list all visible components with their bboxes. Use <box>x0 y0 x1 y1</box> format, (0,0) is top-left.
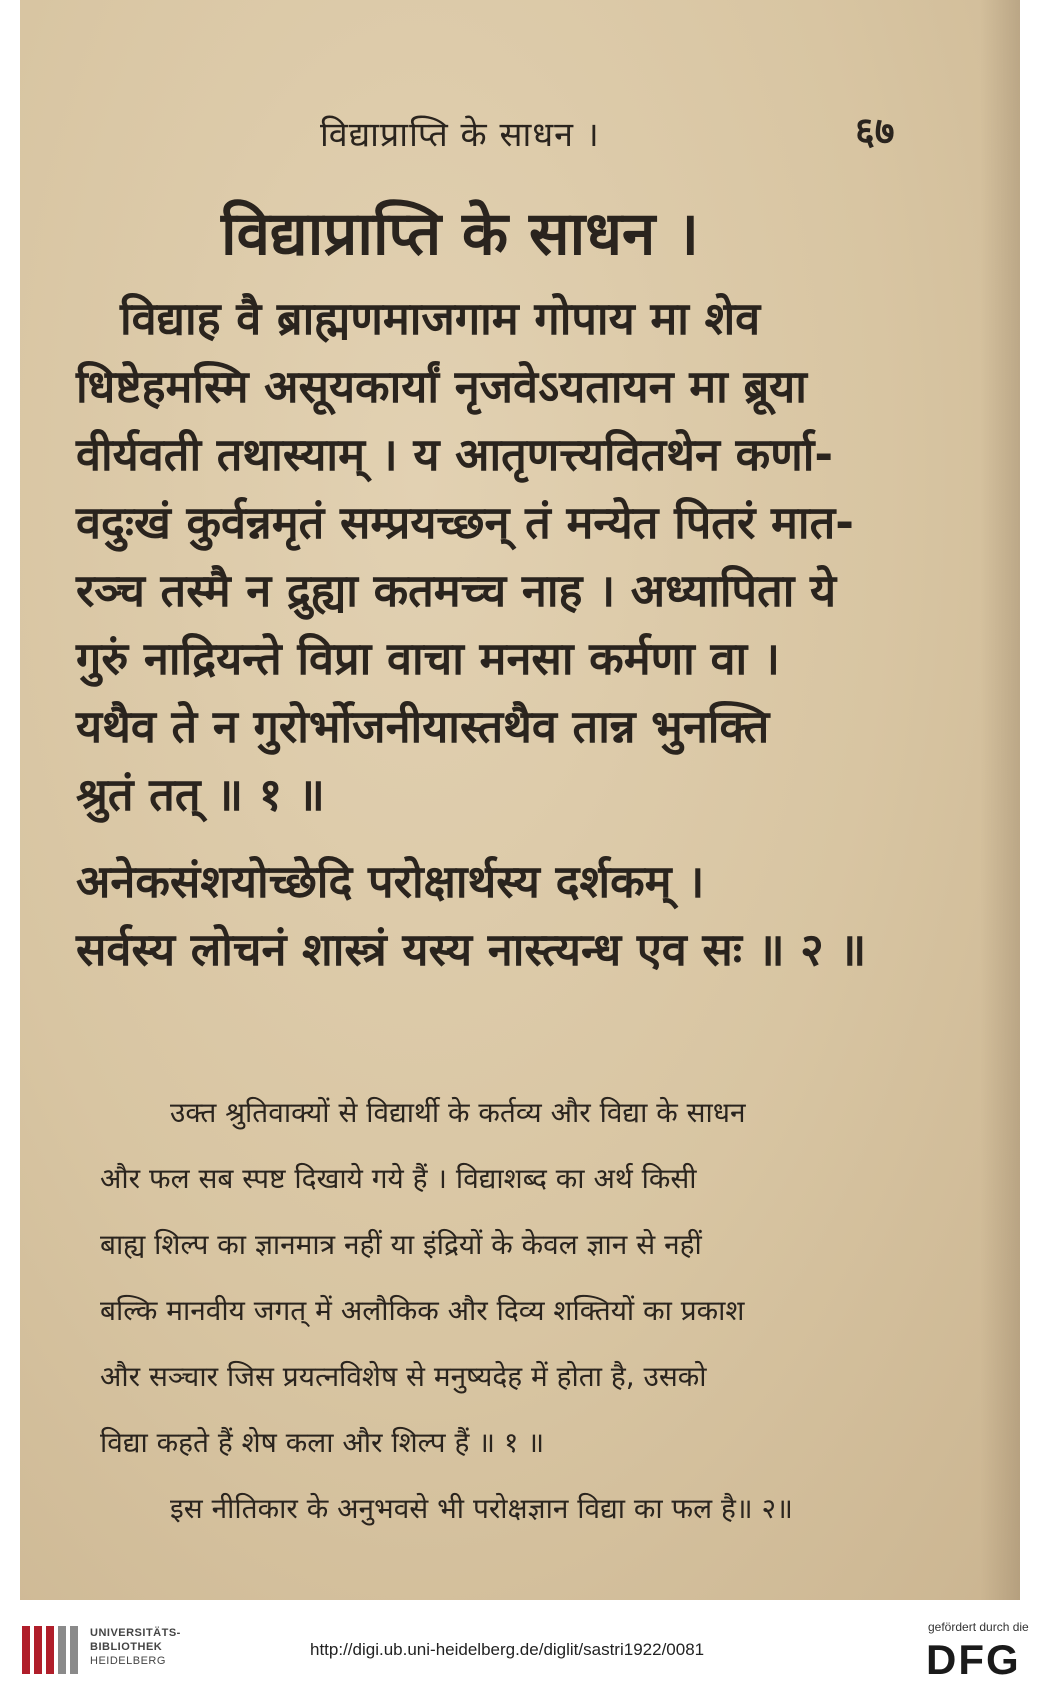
commentary-line: उक्त श्रुतिवाक्यों से विद्यार्थी के कर्तव्य और विद्या के साधन <box>170 1096 746 1129</box>
page-number: ६७ <box>855 109 895 153</box>
verse-line: धिष्टेहमस्मि असूयकार्यां नृजवेऽयतायन मा ब्रूया <box>76 360 807 413</box>
commentary-line: बाह्य शिल्प का ज्ञानमात्र नहीं या इंद्रियों के केवल ज्ञान से नहीं <box>100 1228 702 1261</box>
verse-block-1 <box>76 285 920 829</box>
dfg-logo: DFG <box>926 1636 1021 1683</box>
commentary <box>100 1080 920 1542</box>
book-page <box>20 0 1020 1600</box>
footer-bar <box>0 1600 1039 1694</box>
permalink[interactable]: http://digi.ub.uni-heidelberg.de/diglit/sastri1922/0081 <box>310 1640 705 1659</box>
verse-line: सर्वस्य लोचनं शास्त्रं यस्य नास्त्यन्ध एव सः ॥ २ ॥ <box>76 923 867 976</box>
funded-by-label: gefördert durch die <box>928 1620 1029 1634</box>
institution-name: UNIVERSITÄTS- BIBLIOTHEK HEIDELBERG <box>90 1627 181 1667</box>
verse-line: रञ्च तस्मै न द्रुह्या कतमच्च नाह । अध्यापिता ये <box>76 564 837 617</box>
verse-line: गुरुं नाद्रियन्ते विप्रा वाचा मनसा कर्मणा वा । <box>76 632 780 685</box>
commentary-line: इस नीतिकार के अनुभवसे भी परोक्षज्ञान विद्या का फल है॥ २॥ <box>170 1492 793 1525</box>
commentary-line: और सञ्चार जिस प्रयत्नविशेष से मनुष्यदेह में होता है, उसको <box>100 1360 707 1393</box>
commentary-line: और फल सब स्पष्ट दिखाये गये हैं । विद्याशब्द का अर्थ किसी <box>100 1162 697 1195</box>
verse-line: यथैव ते न गुरोर्भोजनीयास्तथैव तान्न भुनक्ति <box>76 700 770 753</box>
verse-line: श्रुतं तत् ॥ १ ॥ <box>76 768 325 821</box>
page-title: विद्याप्राप्ति के साधन । <box>221 199 699 269</box>
verse-line: विद्याह वै ब्राह्मणमाजगाम गोपाय मा शेव <box>120 292 761 345</box>
verse-line: वदुःखं कुर्वन्नमृतं सम्प्रयच्छन् तं मन्येत पितरं मात- <box>76 496 854 549</box>
university-logo-icon <box>20 1622 82 1678</box>
commentary-line: विद्या कहते हैं शेष कला और शिल्प हैं ॥ १ ॥ <box>100 1426 545 1459</box>
verse-block-2 <box>76 848 920 984</box>
verse-line: अनेकसंशयोच्छेदि परोक्षार्थस्य दर्शकम् । <box>76 855 705 908</box>
verse-line: वीर्यवती तथास्याम् । य आतृणत्त्यवितथेन कर्णा- <box>76 428 834 481</box>
running-head: विद्याप्राप्ति के साधन । <box>320 115 600 155</box>
commentary-line: बल्कि मानवीय जगत् में अलौकिक और दिव्य शक्तियों का प्रकाश <box>100 1294 745 1327</box>
